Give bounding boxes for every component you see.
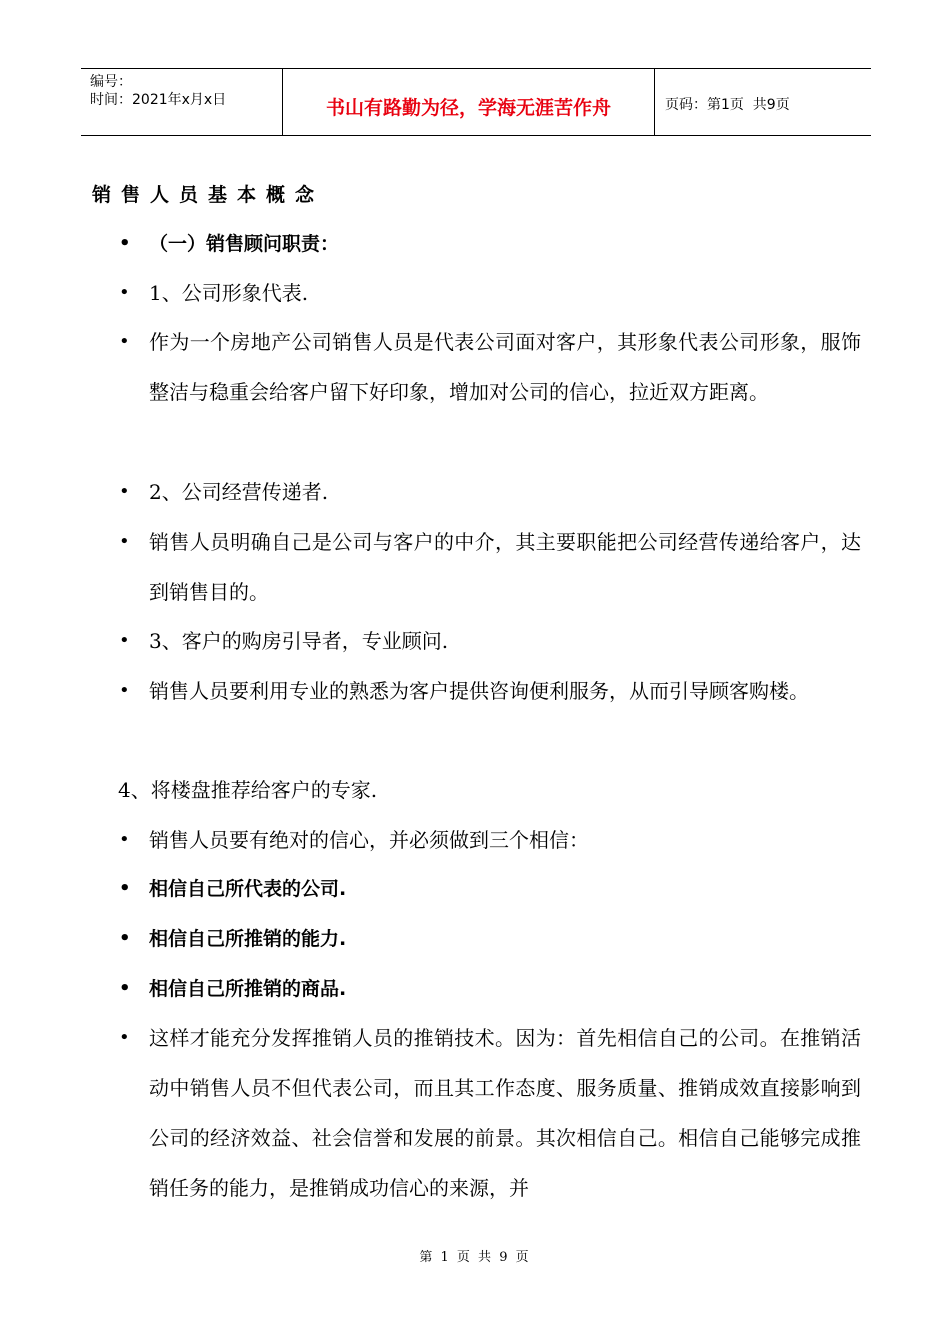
- item-text: （一）销售顾问职责：: [149, 233, 340, 255]
- bullet-icon: •: [119, 978, 131, 999]
- list-item: [119, 815, 861, 865]
- header-page-cell: [655, 69, 871, 135]
- page-header: [81, 68, 871, 136]
- bullet-icon: •: [119, 878, 131, 899]
- list-item: [119, 517, 861, 617]
- bullet-icon: •: [119, 531, 130, 552]
- bullet-icon: •: [119, 331, 130, 352]
- item-text: 1、公司形象代表.: [149, 281, 309, 305]
- list-item: [119, 964, 861, 1014]
- header-left-cell: [81, 69, 283, 135]
- list-item: [119, 1013, 861, 1213]
- bullet-icon: •: [119, 829, 130, 850]
- list-item: [119, 317, 861, 417]
- bullet-icon: •: [119, 630, 130, 651]
- item-text: 相信自己所代表的公司.: [149, 878, 347, 900]
- page-footer: 第 1 页 共 9 页: [419, 1250, 531, 1265]
- item-text: 销售人员明确自己是公司与客户的中介，其主要职能把公司经营传递给客户，达到销售目的。: [149, 530, 861, 604]
- item-text: 相信自己所推销的商品.: [149, 978, 347, 1000]
- item-text: 这样才能充分发挥推销人员的推销技术。因为：首先相信自己的公司。在推销活动中销售人员不但代表公司，而且其工作态度、服务质量、推销成效直接影响到公司的经济效益、社会信誉和发展的前景。其次相信自己。相信自己能够完成推销任务的能力，是推销成功信心的来源，并: [149, 1026, 861, 1200]
- list-item: [119, 914, 861, 964]
- item-text: 3、客户的购房引导者，专业顾问.: [149, 629, 449, 653]
- item-text: 作为一个房地产公司销售人员是代表公司面对客户，其形象代表公司形象，服饰整洁与稳重会给客户留下好印象，增加对公司的信心，拉近双方距离。: [149, 330, 861, 404]
- item-text: 销售人员要利用专业的熟悉为客户提供咨询便利服务，从而引导顾客购楼。: [149, 679, 809, 703]
- item-text: 销售人员要有绝对的信心，并必须做到三个相信：: [149, 828, 589, 852]
- plain-paragraph: 4、将楼盘推荐给客户的专家.: [118, 778, 378, 802]
- bullet-icon: •: [119, 1027, 130, 1048]
- bullet-icon: •: [119, 481, 130, 502]
- header-motto: 书山有路勤为径，学海无涯苦作舟: [283, 69, 655, 135]
- page-label: 页码：第1页 共9页: [665, 97, 790, 113]
- item-text: 相信自己所推销的能力.: [149, 928, 347, 950]
- list-item: [119, 616, 861, 666]
- time-label: 时间：2021年x月x日: [90, 92, 227, 108]
- bullet-icon: •: [119, 680, 130, 701]
- list-item: [119, 219, 861, 269]
- list-item: [119, 467, 861, 517]
- item-text: 2、公司经营传递者.: [149, 480, 329, 504]
- list-item: [119, 268, 861, 318]
- bullet-icon: •: [119, 928, 131, 949]
- number-label: 编号：: [90, 74, 132, 90]
- list-item: [119, 864, 861, 914]
- bullet-icon: •: [119, 282, 130, 303]
- bullet-icon: •: [119, 233, 131, 254]
- document-title: 销售人员基本概念: [92, 184, 325, 206]
- list-item: [119, 666, 861, 716]
